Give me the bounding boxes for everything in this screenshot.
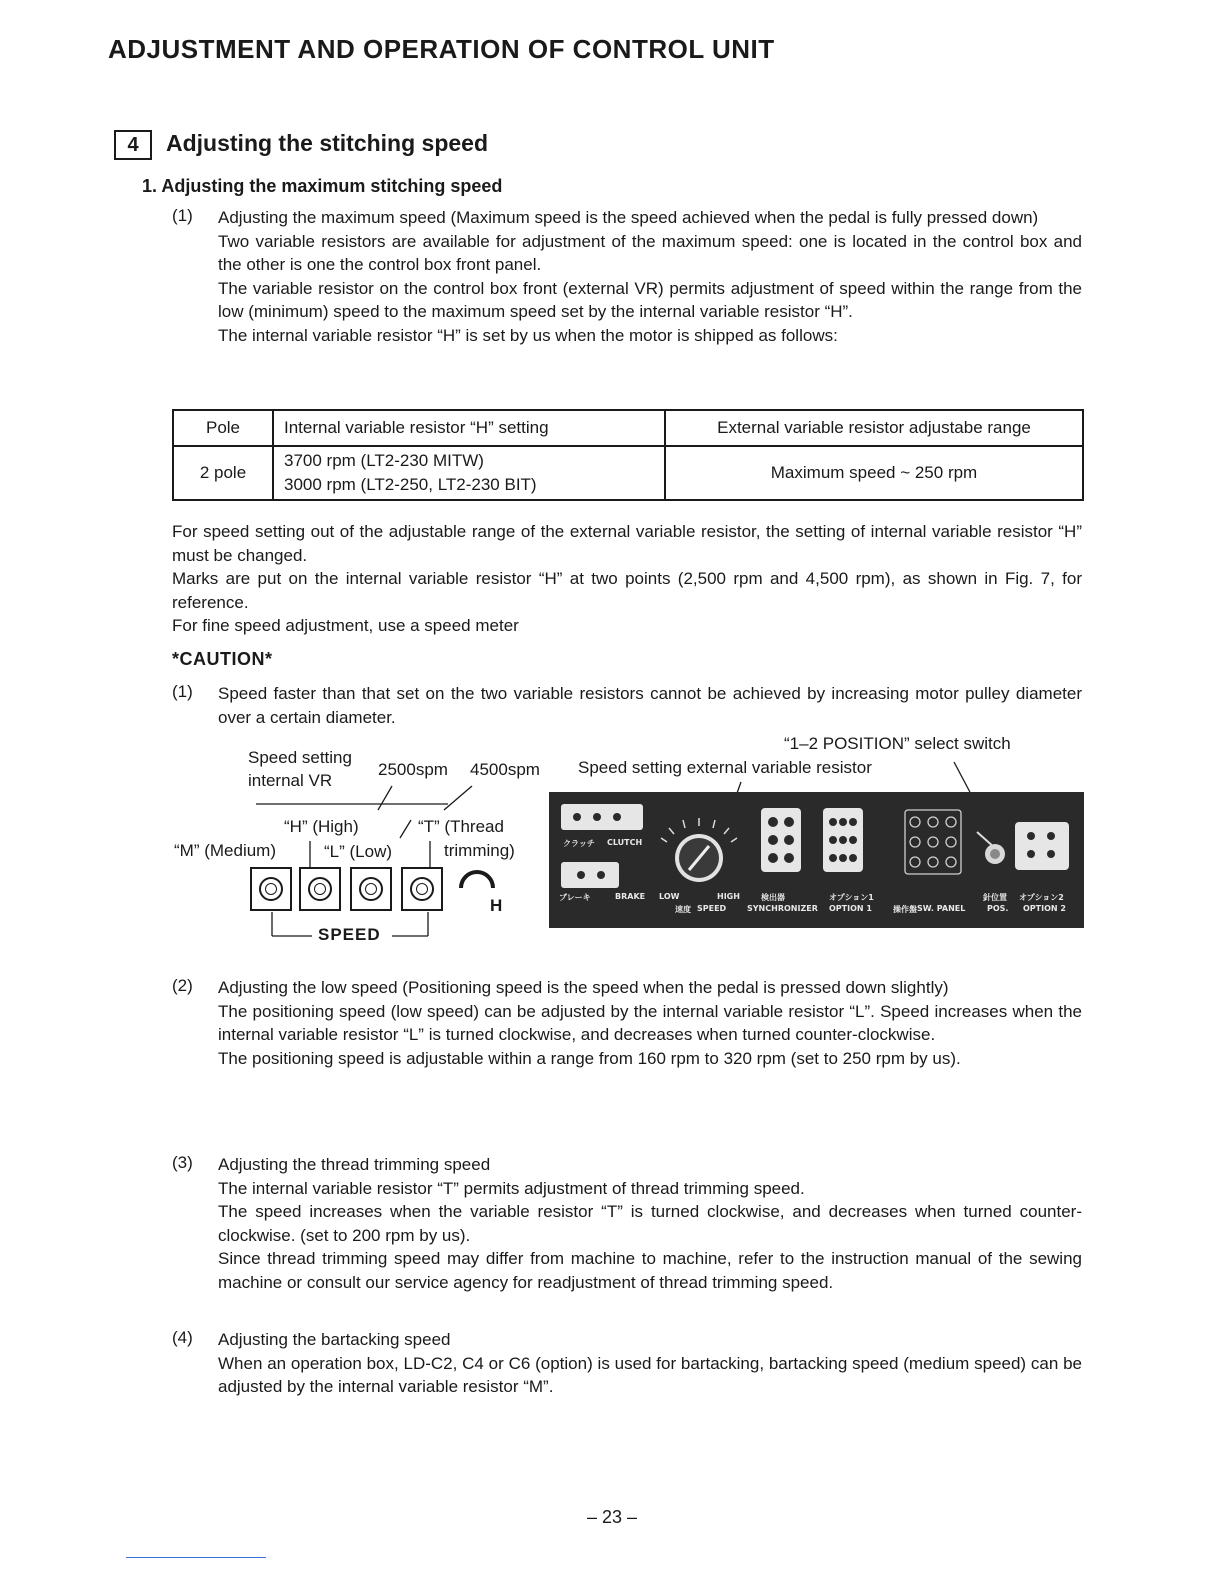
panel-label-clutch: CLUTCH: [607, 838, 643, 847]
label-speed-setting-internal: [248, 746, 352, 792]
item-2-paragraph: [218, 976, 1082, 1070]
label-4500spm: 4500spm: [470, 760, 540, 779]
vr-m-medium: [250, 867, 292, 911]
table-cell-pole: 2 pole: [173, 446, 273, 500]
speed-setting-table: [172, 409, 1084, 501]
table-row: [173, 446, 1083, 500]
item-3-line: Since thread trimming speed may differ from machine to machine, refer to the instruction manual of the sewing machine or consult our service agency for readjustment of thread trimming speed.: [218, 1249, 1082, 1292]
table-cell-range: Maximum speed ~ 250 rpm: [665, 446, 1083, 500]
label-line: Speed setting: [248, 748, 352, 767]
label-line: internal VR: [248, 771, 333, 790]
item-4-line: Adjusting the bartacking speed: [218, 1330, 451, 1349]
item-4-line: When an operation box, LD-C2, C4 or C6 (option) is used for bartacking, bartacking speed (medium speed) can be adjusted by the internal variable resistor “M”.: [218, 1353, 1082, 1396]
section-title: Adjusting the stitching speed: [166, 130, 489, 156]
label-h-mark: H: [490, 896, 503, 915]
item-2-number: (2): [172, 976, 193, 995]
panel-label-clutch-jp: クラッチ: [563, 839, 595, 848]
item-3-number: (3): [172, 1153, 193, 1172]
item-1-number: (1): [172, 206, 193, 225]
item-4-paragraph: [218, 1328, 1082, 1399]
label-h-high: “H” (High): [284, 817, 359, 836]
caution-title: *CAUTION*: [172, 649, 273, 669]
item-2-line: Adjusting the low speed (Positioning speed is the speed when the pedal is pressed down slightly): [218, 978, 949, 997]
table-header-cell: Pole: [173, 410, 273, 446]
panel-label-low: LOW: [659, 892, 680, 901]
table-header-cell: External variable resistor adjustabe range: [665, 410, 1083, 446]
caution-text: Speed faster than that set on the two variable resistors cannot be achieved by increasing motor pulley diameter over a certain diameter.: [218, 684, 1082, 727]
panel-label-brake: BRAKE: [615, 892, 646, 901]
page-title: ADJUSTMENT AND OPERATION OF CONTROL UNIT: [108, 34, 775, 64]
item-3-line: The internal variable resistor “T” permits adjustment of thread trimming speed.: [218, 1178, 805, 1198]
subsection-title: 1. Adjusting the maximum stitching speed: [142, 176, 503, 196]
label-position-switch: “1–2 POSITION” select switch: [784, 734, 1011, 753]
panel-graphics: [549, 792, 1084, 928]
panel-label-pos: POS.: [987, 904, 1009, 913]
setting-line: 3700 rpm (LT2-230 MITW): [284, 451, 484, 470]
label-2500spm: 2500spm: [378, 760, 448, 779]
section-number: 4: [114, 130, 152, 160]
page-number: – 23 –: [586, 1507, 638, 1527]
item-1-line: Adjusting the maximum speed (Maximum speed is the speed achieved when the pedal is fully pressed down): [218, 208, 1039, 227]
footer-rule: [126, 1557, 266, 1558]
label-t-thread: “T” (Thread: [418, 817, 504, 836]
control-box-front-panel: [549, 792, 1084, 928]
note-line: For speed setting out of the adjustable range of the external variable resistor, the setting of internal variable resistor “H” must be changed.: [172, 522, 1082, 565]
label-speed: SPEED: [318, 925, 381, 944]
note-line: For fine speed adjustment, use a speed meter: [172, 616, 519, 635]
vr-h-high: [350, 867, 392, 911]
item-3-line: Adjusting the thread trimming speed: [218, 1155, 491, 1174]
panel-label-sync: SYNCHRONIZER: [747, 904, 818, 913]
table-header-cell: Internal variable resistor “H” setting: [273, 410, 665, 446]
panel-label-opt2: OPTION 2: [1023, 904, 1066, 913]
label-trimming: trimming): [444, 841, 515, 860]
panel-label-swpanel-jp: 操作盤: [893, 905, 917, 914]
table-cell-setting: [273, 446, 665, 500]
item-1-line: The internal variable resistor “H” is set by us when the motor is shipped as follows:: [218, 325, 838, 345]
item-4-number: (4): [172, 1328, 193, 1347]
vr-t-thread: [401, 867, 443, 911]
vr-l-low: [299, 867, 341, 911]
label-external-vr: Speed setting external variable resistor: [578, 758, 872, 777]
item-3-line: The speed increases when the variable resistor “T” is turned clockwise, and decreases when turned counter-clockwise. (set to 200 rpm by us).: [218, 1202, 1082, 1245]
panel-label-sync-jp: 検出器: [761, 893, 785, 902]
item-2-line: The positioning speed (low speed) can be adjusted by the internal variable resistor “L”. Speed increases when the internal variable resistor “L” is turned clockwise, and decreases when turned counter-clockwise.: [218, 1001, 1082, 1044]
panel-label-speed-jp: 速度: [675, 905, 691, 914]
note-line: Marks are put on the internal variable resistor “H” at two points (2,500 rpm and 4,500 rpm), as shown in Fig. 7, for reference.: [172, 569, 1082, 612]
item-1-line: The variable resistor on the control box front (external VR) permits adjustment of speed within the range from the low (minimum) speed to the maximum speed set by the internal variable resistor “H”.: [218, 278, 1082, 321]
panel-label-speed: SPEED: [697, 904, 727, 913]
panel-label-pos-jp: 針位置: [983, 893, 1007, 902]
item-1-line: Two variable resistors are available for adjustment of the maximum speed: one is located in the control box and the other is one the control box front panel.: [218, 231, 1082, 274]
label-m-medium: “M” (Medium): [174, 841, 276, 860]
caution-number: (1): [172, 682, 193, 701]
panel-label-swpanel: SW. PANEL: [917, 904, 966, 913]
table-header-row: [173, 410, 1083, 446]
notes-paragraph: [172, 520, 1082, 638]
item-2-line: The positioning speed is adjustable within a range from 160 rpm to 320 rpm (set to 250 rpm by us).: [218, 1048, 961, 1068]
item-3-paragraph: [218, 1153, 1082, 1294]
label-l-low: “L” (Low): [324, 842, 393, 861]
panel-label-opt1-jp: オプション1: [829, 893, 874, 902]
item-1-paragraph: [218, 206, 1082, 347]
panel-label-opt1: OPTION 1: [829, 904, 872, 913]
panel-label-brake-jp: ブレーキ: [559, 893, 591, 902]
panel-label-high: HIGH: [717, 892, 740, 901]
panel-label-opt2-jp: オプション2: [1019, 893, 1064, 902]
setting-line: 3000 rpm (LT2-250, LT2-230 BIT): [284, 475, 537, 494]
